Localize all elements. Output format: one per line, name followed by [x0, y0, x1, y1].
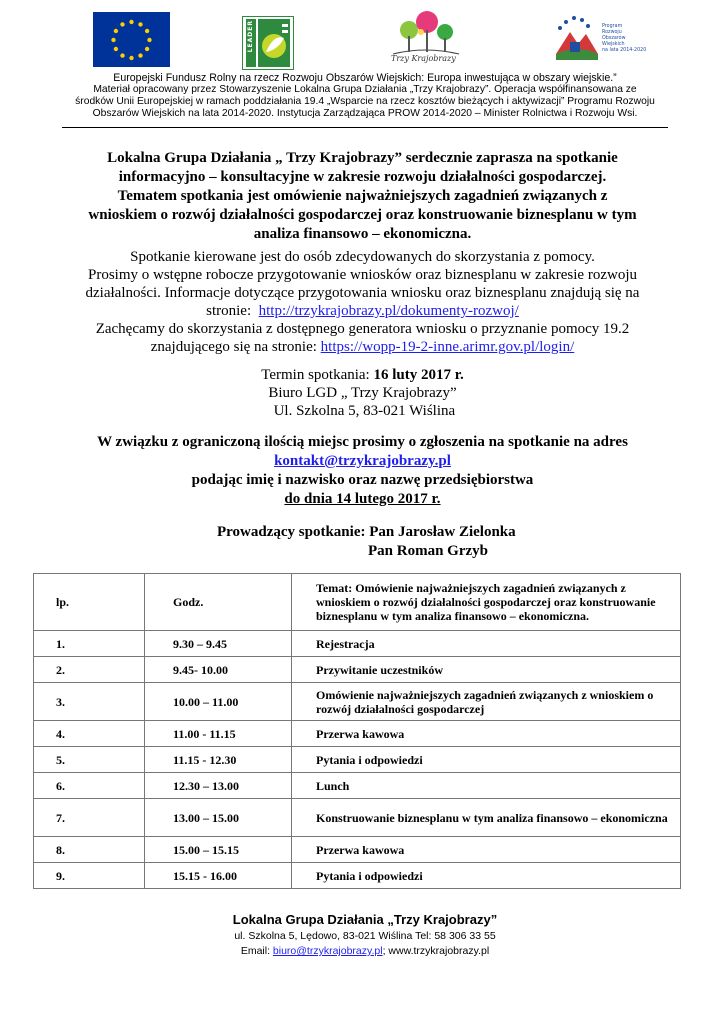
host-line: Prowadzący spotkanie: Pan Jarosław Zielonka	[217, 524, 516, 540]
agenda-row	[34, 799, 681, 837]
agenda-table	[33, 573, 681, 889]
row-topic: Przywitanie uczestników	[292, 657, 681, 683]
row-lp: 4.	[34, 721, 145, 747]
body-line: Zachęcamy do skorzystania z dostępnego generatora wniosku o przyznanie pomocy 19.2	[95, 321, 630, 337]
register-line: W związku z ograniczoną ilością miejsc prosimy o zgłoszenia na spotkanie na adres	[97, 434, 628, 450]
register-line: podając imię i nazwisko oraz nazwę przedsiębiorstwa	[191, 472, 534, 488]
row-topic: Konstruowanie biznesplanu w tym analiza finansowo – ekonomiczna	[292, 799, 681, 837]
contact-email-link[interactable]: kontakt@trzykrajobrazy.pl	[274, 453, 451, 469]
page-footer	[120, 911, 610, 959]
funding-line: środków Unii Europejskiej w ramach poddziałania 19.4 „Wsparcie na rzecz kosztów bieżących i aktywizacji” Programu Rozwoju	[75, 96, 655, 107]
meeting-address: Ul. Szkolna 5, 83-021 Wiślina	[269, 403, 456, 419]
intro-line: wnioskiem o rozwój działalności gospodarczej oraz konstruowanie biznesplanu w tym	[88, 207, 637, 223]
body-line: Spotkanie kierowane jest do osób zdecydowanych do skorzystania z pomocy.	[130, 249, 595, 265]
row-lp: 5.	[34, 747, 145, 773]
leader-logo-text: LEADER	[247, 20, 254, 53]
prow-logo-text	[602, 24, 646, 54]
header-divider	[62, 127, 668, 128]
prow-logo-line: Rozwoju	[602, 30, 622, 35]
row-time: 15.00 – 15.15	[145, 837, 292, 863]
row-lp: 1.	[34, 631, 145, 657]
row-topic: Rejestracja	[292, 631, 681, 657]
agenda-header-row	[34, 574, 681, 631]
funding-disclaimer	[60, 72, 670, 120]
footer-org-name: Lokalna Grupa Działania „Trzy Krajobrazy”	[232, 912, 498, 927]
eu-flag-logo	[93, 12, 170, 67]
invitation-intro	[40, 149, 685, 244]
agenda-row	[34, 631, 681, 657]
header-topic: Temat: Omówienie najważniejszych zagadnień związanych z wnioskiem o rozwój działalności gospodarczej oraz konstruowanie biznesplanu w tym analiza finansowo – ekonomiczna.	[292, 574, 681, 631]
agenda-row	[34, 721, 681, 747]
funding-line: Obszarów Wiejskich na lata 2014-2020. Instytucja Zarządzająca PROW 2014-2020 – Minister Rolnictwa i Rozwoju Wsi.	[92, 108, 638, 119]
prow-logo-line: Program	[602, 24, 623, 29]
row-time: 9.30 – 9.45	[145, 631, 292, 657]
invitation-body	[40, 248, 685, 356]
row-time: 15.15 - 16.00	[145, 863, 292, 889]
generator-link[interactable]: https://wopp-19-2-inne.arimr.gov.pl/login/	[320, 339, 575, 355]
registration-info	[40, 433, 685, 509]
footer-contact	[120, 944, 610, 959]
row-time: 13.00 – 15.00	[145, 799, 292, 837]
intro-line: analiza finansowo – ekonomiczna.	[253, 226, 472, 242]
meeting-hosts	[217, 523, 516, 561]
logo-bar	[0, 8, 725, 70]
prow-logo-line: na lata 2014-2020	[602, 48, 647, 53]
header-time: Godz.	[145, 574, 292, 631]
funding-line: Materiał opracowany przez Stowarzyszenie Lokalna Grupa Działania „Trzy Krajobrazy”. Operacja współfinansowana ze	[93, 84, 637, 95]
row-time: 12.30 – 13.00	[145, 773, 292, 799]
register-email-line	[40, 452, 685, 471]
intro-line: Tematem spotkania jest omówienie najważniejszych zagadnień związanych z	[117, 188, 608, 204]
body-text: znajdującego się na stronie:	[150, 339, 321, 355]
agenda-row	[34, 863, 681, 889]
funding-line: Europejski Fundusz Rolny na rzecz Rozwoju Obszarów Wiejskich: Europa inwestująca w obszary wiejskie.”	[113, 72, 617, 84]
body-line	[40, 302, 685, 320]
body-line	[40, 338, 685, 356]
row-topic: Pytania i odpowiedzi	[292, 863, 681, 889]
meeting-info	[40, 366, 685, 420]
agenda-row	[34, 773, 681, 799]
body-text: stronie:	[206, 303, 259, 319]
row-lp: 7.	[34, 799, 145, 837]
row-lp: 9.	[34, 863, 145, 889]
leader-logo	[242, 16, 294, 70]
agenda-row	[34, 657, 681, 683]
row-topic: Lunch	[292, 773, 681, 799]
row-time: 11.00 - 11.15	[145, 721, 292, 747]
body-line: działalności. Informacje dotyczące przygotowania wniosku oraz biznesplanu znajdują się na	[85, 285, 640, 301]
meeting-date-value: 16 luty 2017 r.	[373, 367, 464, 383]
documents-link[interactable]: http://trzykrajobrazy.pl/dokumenty-rozwoj/	[258, 303, 519, 319]
intro-line: informacyjno – konsultacyjne w zakresie rozwoju działalności gospodarczej.	[118, 169, 607, 185]
row-time: 11.15 - 12.30	[145, 747, 292, 773]
row-lp: 8.	[34, 837, 145, 863]
meeting-office: Biuro LGD „ Trzy Krajobrazy”	[268, 385, 457, 401]
intro-line: Lokalna Grupa Działania „ Trzy Krajobrazy” serdecznie zaprasza na spotkanie	[107, 150, 618, 166]
row-time: 9.45- 10.00	[145, 657, 292, 683]
row-topic: Pytania i odpowiedzi	[292, 747, 681, 773]
prow-logo-line: Wiejskich	[602, 42, 625, 47]
deadline-text: do dnia 14 lutego 2017 r.	[284, 491, 441, 507]
row-topic: Omówienie najważniejszych zagadnień związanych z wnioskiem o rozwój działalności gospodarczej	[292, 683, 681, 721]
meeting-date-label: Termin spotkania:	[261, 367, 374, 383]
body-line: Prosimy o wstępne robocze przygotowanie wniosków oraz biznesplanu w zakresie rozwoju	[87, 267, 637, 283]
meeting-date	[40, 366, 685, 384]
row-lp: 6.	[34, 773, 145, 799]
prow-logo	[552, 14, 647, 72]
header-lp: lp.	[34, 574, 145, 631]
row-time: 10.00 – 11.00	[145, 683, 292, 721]
agenda-row	[34, 683, 681, 721]
trzy-krajobrazy-logo-text: Trzy Krajobrazy	[391, 54, 456, 63]
row-topic: Przerwa kawowa	[292, 721, 681, 747]
footer-email-link[interactable]: biuro@trzykrajobrazy.pl	[272, 945, 383, 957]
footer-website: ; www.trzykrajobrazy.pl	[382, 945, 490, 957]
footer-address: ul. Szkolna 5, Lędowo, 83-021 Wiślina Tel: 58 306 33 55	[234, 930, 496, 942]
prow-logo-line: Obszarów	[602, 36, 626, 41]
row-topic: Przerwa kawowa	[292, 837, 681, 863]
agenda-row	[34, 837, 681, 863]
row-lp: 3.	[34, 683, 145, 721]
agenda-row	[34, 747, 681, 773]
row-lp: 2.	[34, 657, 145, 683]
trzy-krajobrazy-logo	[385, 10, 465, 70]
host-line: Pan Roman Grzyb	[368, 543, 488, 559]
register-deadline	[40, 490, 685, 509]
footer-email-label: Email:	[240, 945, 273, 957]
